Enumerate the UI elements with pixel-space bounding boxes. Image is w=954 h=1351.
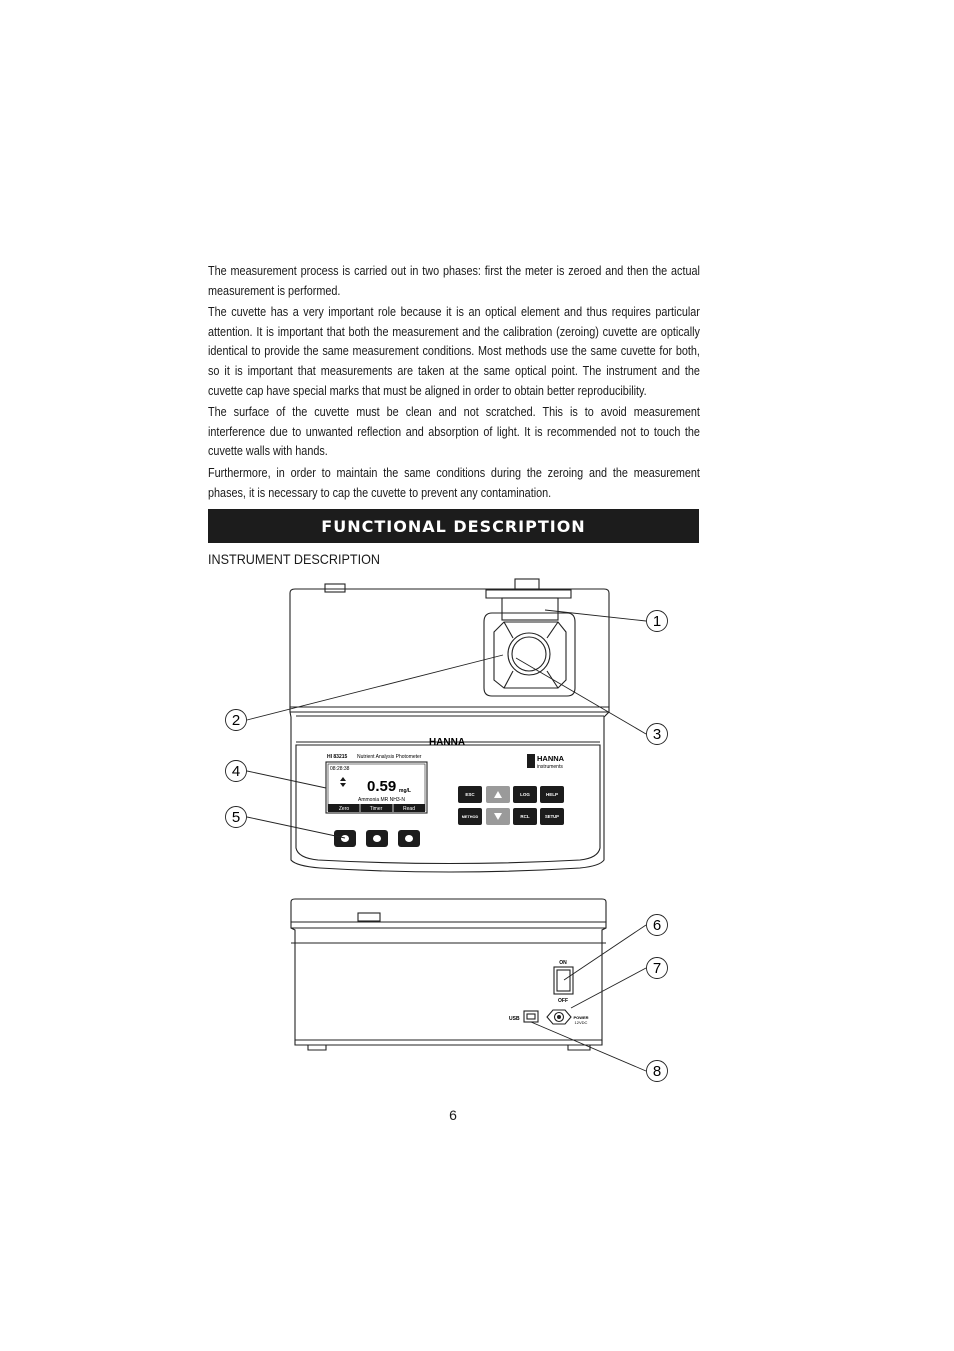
callout-number: 5 [231, 809, 241, 826]
lcd-softkey-zero: Zero [338, 806, 350, 812]
rear-top-cover [291, 899, 606, 922]
paragraph: Furthermore, in order to maintain the same conditions during the zeroing and the measurement phases, it is necessary to cap the cuvette to prevent any contamination. [208, 465, 700, 500]
foot-left [308, 1045, 326, 1050]
brand-right-label: HANNA [537, 754, 565, 763]
soft-buttons [334, 830, 420, 847]
brand-top-label: HANNA [428, 737, 466, 748]
paragraph: The surface of the cuvette must be clean and not scratched. This is to avoid measurement interference due to unwanted reflection and absorption of light. It is recommended not to touch the cuvette walls with hands. [208, 405, 700, 459]
rear-body [291, 922, 606, 1040]
section-title: FUNCTIONAL DESCRIPTION [321, 516, 586, 536]
switch-off-label: OFF [558, 998, 568, 1004]
callout-number: 3 [652, 726, 662, 743]
usb-label: USB [509, 1016, 520, 1022]
top-knob-right [515, 579, 539, 589]
subheading: INSTRUMENT DESCRIPTION [208, 551, 380, 567]
method-key-label: METHOD [461, 815, 479, 819]
power-spec-label: 12VDC [574, 1020, 588, 1025]
cuvette-ring [508, 633, 550, 675]
paragraph: The cuvette has a very important role because it is an optical element and thus requires particular attention. It is important that both the measurement and the calibration (zeroing) cuvette are optically identical to provide the same measurement conditions. Most methods use the same cuvette for both, so it is important that measurements are taken at the same optical point. The instrument and the cuvette cap have special marks that must be aligned in order to obtain better reproducibility. [208, 305, 700, 398]
lcd-softkey-read: Read [403, 806, 415, 812]
lcd-method: Ammonia MR NH3-N [358, 797, 405, 803]
callout-number: 8 [652, 1063, 662, 1080]
top-knob-left [325, 584, 345, 592]
page-number: 6 [449, 1107, 457, 1123]
lcd-arrow-icon [340, 777, 346, 787]
cuvette-cap [502, 598, 558, 620]
model-label: HI 83215 [327, 754, 348, 760]
log-key-label: LOG [520, 792, 530, 797]
brand-right-sub-label: instruments [537, 764, 563, 770]
esc-key-label: ESC [465, 792, 475, 797]
paragraph: The measurement process is carried out in two phases: first the meter is zeroed and then the actual measurement is performed. [208, 264, 700, 298]
callout-number: 2 [231, 712, 241, 729]
cuvette-well-inner [494, 622, 566, 688]
top-cover [290, 589, 609, 707]
rear-top-knob [358, 913, 380, 921]
lcd-softkey-timer: Timer [369, 806, 383, 812]
hanna-logo-icon [527, 754, 535, 768]
lcd-unit: mg/L [399, 788, 411, 794]
model-desc-label: Nutrient Analysis Photometer [357, 754, 422, 760]
lcd-time: 08:28:38 [330, 766, 350, 772]
power-label: POWER [573, 1015, 589, 1020]
lcd-reading: 0.59 [367, 778, 397, 795]
usb-port[interactable] [524, 1011, 538, 1022]
callout-number: 1 [652, 613, 662, 630]
callout-number: 6 [652, 917, 662, 934]
setup-key-label: SETUP [545, 814, 559, 819]
switch-on-label: ON [559, 960, 567, 966]
help-key-label: HELP [545, 792, 559, 797]
rcl-key-label: RCL [520, 814, 530, 819]
callout-number: 7 [652, 960, 662, 977]
callout-number: 4 [231, 763, 241, 780]
